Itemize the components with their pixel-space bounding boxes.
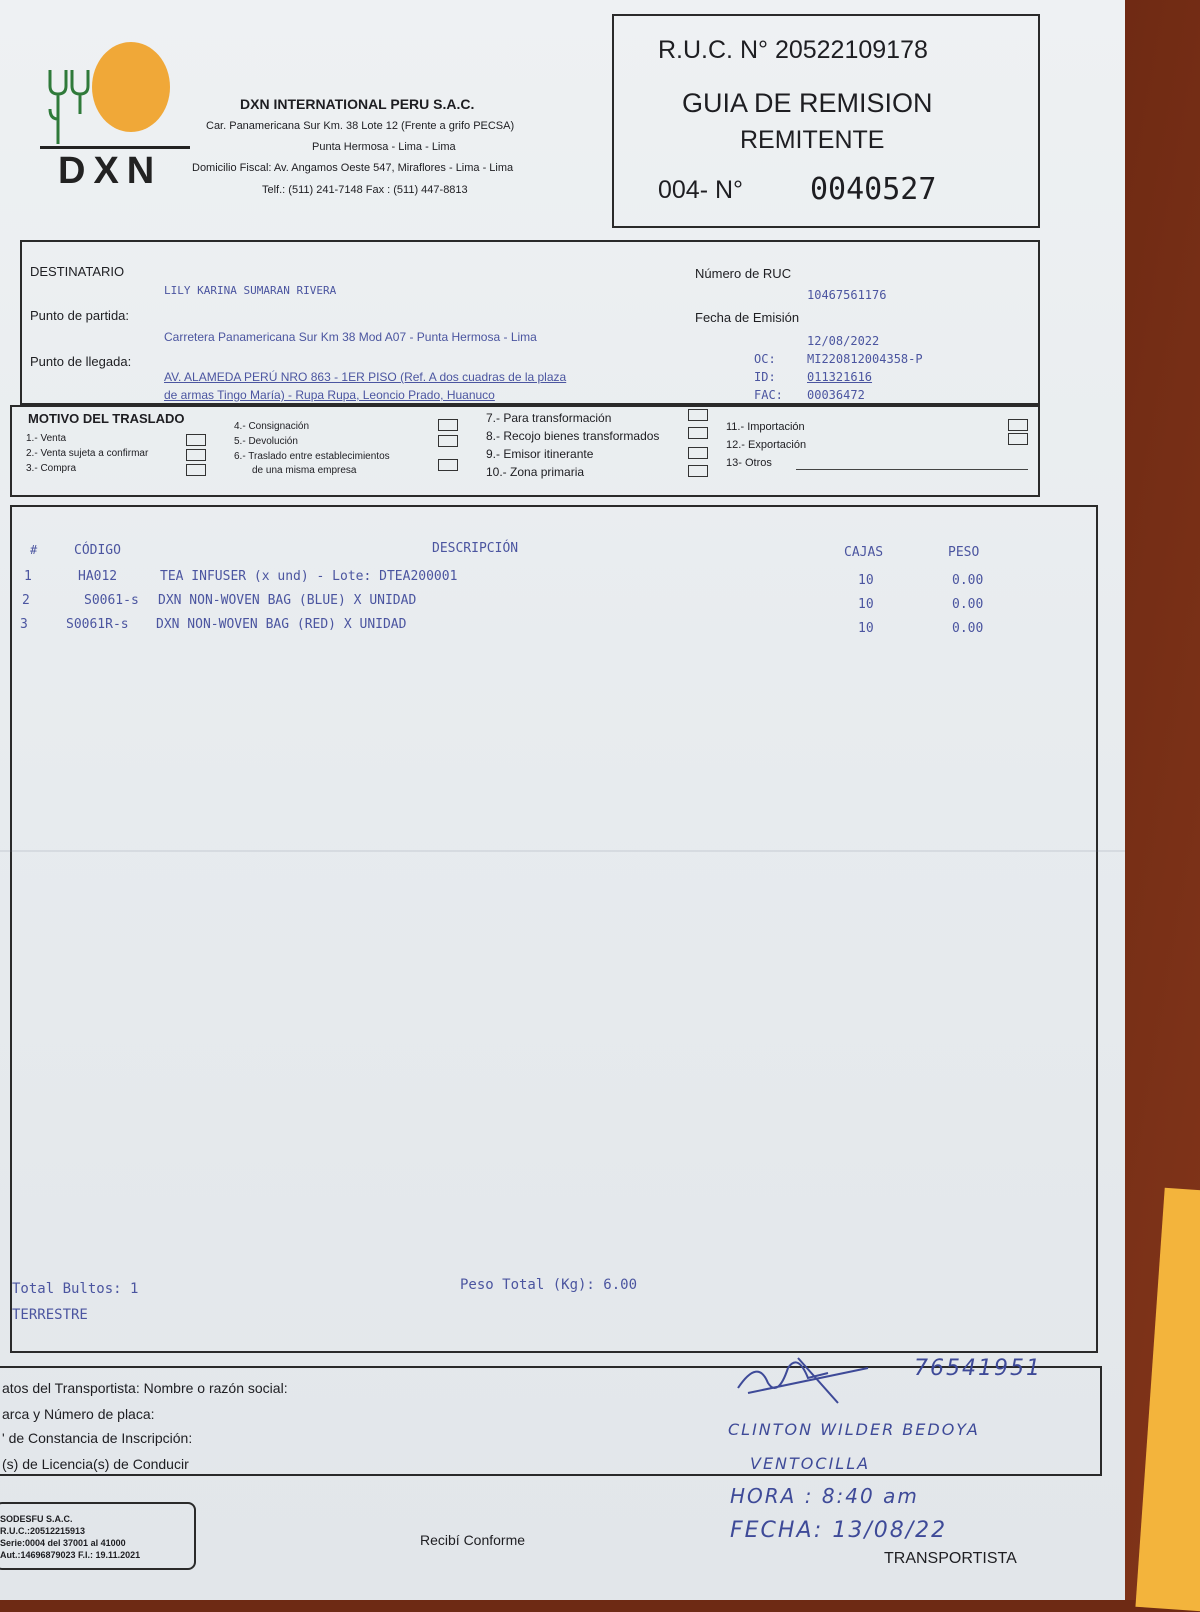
checkbox-consignacion[interactable]: [438, 419, 458, 431]
checkbox-emisor[interactable]: [688, 447, 708, 459]
ruc-label: Número de RUC: [695, 266, 792, 281]
motivo-misma-empresa: de una misma empresa: [252, 465, 357, 476]
checkbox-exportacion[interactable]: [1008, 433, 1028, 445]
ruc-number: R.U.C. N° 20522109178: [658, 36, 928, 64]
motivo-title: MOTIVO DEL TRASLADO: [28, 411, 185, 426]
row-boxes: 10: [858, 573, 874, 588]
checkbox-transformacion[interactable]: [688, 409, 708, 421]
motivo-venta-sujeta: 2.- Venta sujeta a confirmar: [26, 448, 149, 459]
col-header-num: #: [30, 543, 38, 557]
punto-partida-value: Carretera Panamericana Sur Km 38 Mod A07 - Punta Hermosa - Lima: [164, 330, 537, 344]
checkbox-devolucion[interactable]: [438, 435, 458, 447]
motivo-traslado-box: [10, 405, 1040, 497]
company-phones: Telf.: (511) 241-7148 Fax : (511) 447-8813: [262, 184, 468, 196]
printer-ruc: R.U.C.:20512215913: [0, 1526, 86, 1536]
oc-value: MI220812004358-P: [807, 352, 923, 366]
logo-text: DXN: [58, 150, 163, 192]
received-conforme: Recibí Conforme: [420, 1532, 526, 1548]
carrier-driver-name-1: CLINTON WILDER BEDOYA: [728, 1420, 980, 1439]
ruc-value: 10467561176: [807, 288, 887, 302]
document-title-1: GUIA DE REMISION: [682, 88, 933, 118]
carrier-driver-name-2: VENTOCILLA: [750, 1454, 871, 1473]
delivery-date: FECHA: 13/08/22: [730, 1518, 948, 1543]
carrier-document-number: 76541951: [914, 1356, 1042, 1381]
row-code: S0061R-s: [66, 617, 129, 632]
total-bultos: Total Bultos: 1: [12, 1281, 139, 1297]
oc-label: OC:: [754, 352, 776, 366]
row-number: 2: [22, 593, 30, 608]
carrier-box: [0, 1356, 1102, 1476]
carrier-inscription-label: ' de Constancia de Inscripción:: [2, 1430, 193, 1446]
printer-name: SODESFU S.A.C.: [0, 1514, 73, 1524]
logo-sun-icon: [92, 42, 170, 132]
printer-authorization: Aut.:14696879023 F.I.: 19.11.2021: [0, 1550, 141, 1560]
transport-mode: TERRESTRE: [12, 1307, 88, 1323]
row-number: 3: [20, 617, 28, 632]
motivo-exportacion: 12.- Exportación: [726, 439, 807, 451]
fac-label: FAC:: [754, 388, 783, 402]
document-id-box: [612, 14, 1040, 228]
id-label: ID:: [754, 370, 776, 384]
row-description: DXN NON-WOVEN BAG (BLUE) X UNIDAD: [158, 593, 417, 608]
checkbox-venta-sujeta[interactable]: [186, 449, 206, 461]
col-header-desc: DESCRIPCIÓN: [432, 541, 519, 556]
motivo-emisor-itinerante: 9.- Emisor itinerante: [486, 447, 594, 461]
motivo-zona-primaria: 10.- Zona primaria: [486, 465, 585, 479]
row-weight: 0.00: [952, 621, 984, 636]
punto-partida-label: Punto de partida:: [30, 308, 130, 323]
punto-llegada-value-1: AV. ALAMEDA PERÚ NRO 863 - 1ER PISO (Ref. A dos cuadras de la plaza: [164, 370, 567, 384]
dxn-logo: [40, 40, 190, 192]
fac-value: 00036472: [807, 388, 865, 402]
motivo-devolucion: 5.- Devolución: [234, 436, 298, 447]
company-fiscal-address: Domicilio Fiscal: Av. Angamos Oeste 547, Miraflores - Lima - Lima: [192, 162, 514, 174]
motivo-importacion: 11.- Importación: [726, 421, 805, 433]
checkbox-traslado[interactable]: [438, 459, 458, 471]
items-box: [10, 505, 1098, 1353]
punto-llegada-value-2: de armas Tingo María) - Rupa Rupa, Leoncio Prado, Huanuco: [164, 388, 495, 402]
carrier-name-label: atos del Transportista: Nombre o razón social:: [2, 1380, 288, 1396]
fecha-emision-label: Fecha de Emisión: [695, 310, 800, 325]
row-code: HA012: [78, 569, 118, 584]
printer-series: Serie:0004 del 37001 al 41000: [0, 1538, 126, 1548]
motivo-otros: 13- Otros: [726, 457, 772, 469]
row-description: TEA INFUSER (x und) - Lote: DTEA200001: [160, 569, 458, 584]
col-header-code: CÓDIGO: [74, 543, 121, 558]
checkbox-recojo[interactable]: [688, 427, 708, 439]
col-header-boxes: CAJAS: [844, 545, 884, 560]
checkbox-compra[interactable]: [186, 464, 206, 476]
checkbox-zona-primaria[interactable]: [688, 465, 708, 477]
otros-line: [796, 469, 1028, 470]
checkbox-venta[interactable]: [186, 434, 206, 446]
document-title-2: REMITENTE: [740, 126, 885, 154]
company-name: DXN INTERNATIONAL PERU S.A.C.: [240, 96, 475, 112]
fecha-emision-value: 12/08/2022: [807, 334, 880, 348]
punto-llegada-label: Punto de llegada:: [30, 354, 132, 369]
id-value: 011321616: [807, 370, 873, 384]
company-address-2: Punta Hermosa - Lima - Lima: [312, 141, 456, 153]
motivo-recojo: 8.- Recojo bienes transformados: [486, 429, 660, 443]
document-number: 0040527: [810, 172, 937, 207]
row-boxes: 10: [858, 597, 874, 612]
row-code: S0061-s: [84, 593, 139, 608]
motivo-transformacion: 7.- Para transformación: [486, 411, 612, 425]
checkbox-importacion[interactable]: [1008, 419, 1028, 431]
motivo-compra: 3.- Compra: [26, 463, 77, 474]
motivo-consignacion: 4.- Consignación: [234, 421, 310, 432]
logo-cactus-icon: [42, 64, 102, 154]
recipient-box: [20, 240, 1040, 405]
destinatario-label: DESTINATARIO: [30, 264, 125, 279]
row-weight: 0.00: [952, 573, 984, 588]
col-header-weight: PESO: [948, 545, 980, 560]
row-boxes: 10: [858, 621, 874, 636]
transportista-label: TRANSPORTISTA: [884, 1550, 1017, 1567]
destinatario-value: LILY KARINA SUMARAN RIVERA: [164, 284, 337, 297]
row-number: 1: [24, 569, 32, 584]
motivo-venta: 1.- Venta: [26, 433, 67, 444]
row-description: DXN NON-WOVEN BAG (RED) X UNIDAD: [156, 617, 407, 632]
document-series: 004- N°: [658, 176, 744, 204]
peso-total: Peso Total (Kg): 6.00: [460, 1277, 638, 1293]
logo-rule: [40, 146, 190, 149]
carrier-license-label: (s) de Licencia(s) de Conducir: [2, 1456, 189, 1472]
company-address-1: Car. Panamericana Sur Km. 38 Lote 12 (Frente a grifo PECSA): [206, 120, 515, 132]
delivery-hour: HORA : 8:40 am: [730, 1484, 919, 1508]
motivo-traslado-establecimientos: 6.- Traslado entre establecimientos: [234, 451, 390, 462]
paper-crease: [0, 850, 1125, 852]
row-weight: 0.00: [952, 597, 984, 612]
printer-info-box: [0, 1502, 196, 1570]
carrier-signature: [728, 1348, 878, 1408]
carrier-plate-label: arca y Número de placa:: [2, 1406, 155, 1422]
